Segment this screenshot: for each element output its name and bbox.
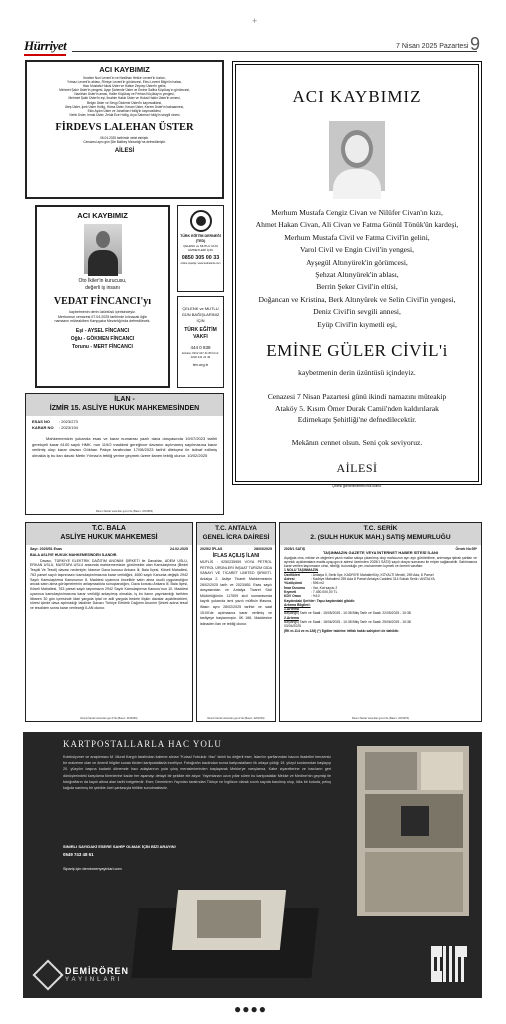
notice-court: ASLİYE HUKUK MAHKEMESİ xyxy=(60,533,158,541)
ted-phone: 0850 305 00 33 xyxy=(181,254,220,261)
line: Eyüp Civil'in kıymetli eşi, xyxy=(317,319,397,329)
value: : Kadriye Mahallesi 259 Ada 8 Parsel Antalya Caddesi 314 Sokak Serik / ANTALYA xyxy=(311,577,435,582)
relatives-lines xyxy=(236,207,478,331)
legal-notice-antalya xyxy=(196,522,276,722)
line: Merhum Mustafa Civil ve Fatma Civil'in gelini, xyxy=(284,232,430,242)
ted-site: online siparişi: www.tedcelenk.com xyxy=(180,261,221,265)
line: Belgin Üster ve Sevgi Özdemir Üster'in kayınvalidesi, xyxy=(86,100,162,105)
property-heading: 1 NOLU TAŞINMAZIN xyxy=(284,568,319,573)
death-date: 06.04.2025 tarihinde vefat etmiştir. xyxy=(100,135,149,140)
notice-date: 28/03/2025 xyxy=(254,547,272,551)
line: Yılmaz Leventʼin ablası, Filmiye Leventʼin görümcesi, Ebru Levent Bilgin'in halası, xyxy=(67,80,182,85)
label: Adresi xyxy=(284,577,295,582)
notice-header xyxy=(26,394,223,416)
legal-notice-bala xyxy=(25,522,193,722)
promo-title: KARTPOSTALLARLA HAC YOLU xyxy=(63,739,222,749)
notice-header xyxy=(280,523,481,545)
notice-intro: Aşağıda cins, miktar ve değerleri yazılı mallar satışa çıkarılmış olup mahcuzun ayrı ayrı görülebilme, artırmaya iştirak şartları ve ayrıntılı açıklamalara esatis.uyap.gov.tr adresi üzerinden 2025/1 SATIŞ sayılı dosya numarası ile erişim sağlanabilir. Satılmasına karar verilen taşınmazın cinsi, niteliği, bulunduğu yer, muhammen kıymeti ve önemli vasıfları: xyxy=(284,555,477,569)
line: Deniz Civil'in sevgili annesi, xyxy=(313,307,401,317)
legal-notice-izmir xyxy=(25,393,224,515)
ted-text: ÇELENK ve MUTLU GÜN HİZMETLERİ İÇİN xyxy=(183,244,218,252)
family-list xyxy=(37,327,168,351)
promo-cta: SINIRLI SAYIDAKİ ESERE SAHİP OLMAK İÇİN BİZİ ARAYIN! xyxy=(63,844,176,849)
notice-body: MÜFLİS : 9250235959 VOYA PETROL PETROL ÜRÜNLERİ İNŞAAT TURİZM GIDA SANAYİ VE TİCARET LİMİTED ŞİRKETİ. Antalya 2. Asliye Ticaret Mahkemesinin 28/02/2025 tarih ve 2023/851 Esas sayılı dosyasından ve Antalya Ticaret Sicil Müdürlüğünün 117509 sicil numarasında kayıtlı yukarıda ismi yazılı müflisin iflasına, iflasın aynı 28/02/2025 tarihte ve saat 15:00'de açılmasına karar verilmiş ve tasfiyeye başlanmıştır. İİK 166. Maddesine istinaden ilan ve tebliğ olunur. xyxy=(200,560,272,626)
notice-header xyxy=(26,523,192,545)
notice-footer: Resmi İlanlar www.ilan.gov.tr'de (Basın: 2196336) xyxy=(80,717,138,720)
notice-body: Davacı, TÜRKİYE ELEKTRİK DAĞITIM ANONİM ŞİRKETİ ile Davalılar, ADEM USLU, ERKAN USLU, MUSTAFA USLU arasında mahkememizde görülmekte olan Kamulaştırma (Bedel Tespiti Ve Tescil) davası nedeniyle; İdarece Dava konusu Ankara İli, Bala İlçesi, Köseli Mahallesi, 763 parsel sayılı taşınmazın kamulaştırılmasına karar verildiğini, 4650 sayılı Kanunla değişik 2942 Sayılı Kamulaştırma Kanununun 8. Maddesi uyarınca öncelikle satın alma usulü uygulandığını ancak satın alma görüşmelerinin anlaşmazlıkla sonuçlandığını, Dava konusu Ankara İli, Bala İlçesi, Köseli Mahallesi, 763 parsel sayılı taşınmazın 2942 Sayılı Kamulaştırma Kanunu'nun 10. Maddesi uyarınca kamulaştırılmasına karar verildiği anlaşılmış olmakla, iş bu ilanın yayınlandığı tarihten itibaren 30 gün içerisinde idari yargıda iptal ve adli yargıda bedele ilişkin davalar açabilecekleri, süresi içinde dava açılmadığı takdirde Davacı Türkiye Elektrik Dağıtım Anonim Şirketi adına tescil ve tescilden sonra karar verileceği İLAN olunur. xyxy=(30,558,188,610)
deceased-name: VEDAT FİNCANCI'yı xyxy=(53,296,152,307)
label: Kıymeti xyxy=(284,589,297,594)
tev-phone: 444 0 838 xyxy=(190,345,211,350)
label: Özellikleri xyxy=(284,572,301,577)
label: İmar Durumu xyxy=(284,585,306,590)
header-rule xyxy=(72,51,477,52)
line: Mehmet Şakir Üster'in yengesi, Ayşe Şahende Üster ve Emine Saliha Küçükay'ın görümcesi, xyxy=(59,88,190,93)
book-promo-ad xyxy=(23,732,482,998)
file-number: 2025/2 İFLAS xyxy=(200,547,223,551)
line: Oğlu - GÖKMEN FİNCANCI xyxy=(70,335,135,342)
file-number: 2025/1 SATIŞ xyxy=(284,547,306,551)
tev-contact: Ankara: 0312 417 41 80 İzmir: 0232 441 21 46 xyxy=(181,351,220,359)
notice-head: İLAN - xyxy=(114,396,135,403)
ad-lines xyxy=(27,76,222,117)
line: kaybetmenin derin üzüntüsü içerisindeyiz. xyxy=(69,310,136,314)
auction-2-dates: Başlangıç Tarih ve Saati : 18/06/2025 - 10:38 Bitiş Tarih ve Saati: 25/06/2025 - 10:38 xyxy=(284,620,411,625)
auction-1-label: 1.Artırma xyxy=(284,607,299,612)
ad-title: ACI KAYBIMIZ xyxy=(77,211,128,220)
deceased-name: FİRDEVS LALEHAN ÜSTER xyxy=(55,121,194,133)
book-box-image xyxy=(135,890,315,978)
tev-text: ÇELENK ve MUTLU GÜN BAĞIŞLARINIZ İÇİN xyxy=(181,306,220,323)
label: KDV Oranı xyxy=(284,594,301,599)
obituary-ad-ster xyxy=(25,60,224,199)
deceased-name: EMİNE GÜLER CİVİL'i xyxy=(266,341,448,361)
notice-footer: Resmi İlanlar www.ilan.gov.tr'de (Basın: 2201649) xyxy=(207,717,265,720)
auction-heading: Artırma Bilgileri: xyxy=(284,602,311,607)
value: : Antalya İl, Serik İlçe, KADRİYE Mahalle/Köy, KÖYALTI Mevkii, 259 Ada, 8 Parsel xyxy=(311,572,434,577)
intro: Oto İkiler'in kurucusu, değerli iş insanı xyxy=(78,278,127,291)
notice-body: Mahkememizin yukarıda esas ve karar numarası yazılı dava dosyasında 19/07/2023 tarihli gerekçeli karar 6100 sayılı HMK. nun 119/2 maddesi gereğince davanın açılmamış sayılmasına karar verilmiş olup karar davacı Gökhan Pakçe tarafından 17/08/2023 tarihli dilekçesi ile istinaf edilmiş olmakla iş bu ilan davalı Metin Yılmaz'a tebliğ yerine geçmek üzere ilanen tebliğ olunur. 10/02/2025 xyxy=(32,436,217,458)
line: Ahmet Hakan Civan, Ali Civan ve Fatma Gönül Tönük'ün kardeşi, xyxy=(255,220,459,230)
line: Nehir Üster, Irmak Üster, Zelda Ece Hollig, Arya Sabrina Hollig'in sevgili ninesi xyxy=(69,112,180,117)
family-signature: AİLESİ xyxy=(336,460,378,475)
masthead xyxy=(0,0,506,56)
crop-mark-top: + xyxy=(252,16,258,26)
promo-phone: 0549 743 48 61 xyxy=(63,852,94,857)
line: Berrin Şeker Civil'in eltísi, xyxy=(316,282,398,292)
line: Nazlıhan Üster'in anası, Halim Küçükay ve Ferhan Küçükay'ın yengesi, xyxy=(74,92,175,97)
notice-title: TAŞINMAZIN GAZETE VEYA İNTERNET HABER SİTESİ İLANI xyxy=(323,550,438,556)
line: Merhumun cenazesi 07.04.2025 tarihinde kılınacak öğle xyxy=(57,314,148,319)
form-number: Örnek No:55* xyxy=(455,547,477,551)
line: Şehzat Altınyürek'in ablası, xyxy=(315,270,399,280)
line: Torunu - MERT FİNCANCI xyxy=(72,343,133,350)
ad-title: ACI KAYBIMIZ xyxy=(99,65,150,74)
notice-city: T.C. SERİK xyxy=(363,525,398,532)
karar-row xyxy=(32,425,217,431)
line: Ataköy 5. Kısım Ömer Durak Camii'nden kaldırılarak xyxy=(275,403,439,413)
line: Merhum Mustafa Cengiz Civan ve Nilüfer Civan'ın kızı, xyxy=(271,208,443,217)
publisher-sub: YAYINLARI xyxy=(65,977,123,983)
notice-header xyxy=(197,523,275,545)
promo-body: Koleksiyoner ve araştırmacı M. Murat Kargılı tarafından kaleme alınan "Kutsal Yolculuk: Hac" isimli bu değerli eser, İslam'ın şartlarından haccın ibadetini benzersiz bir malzeme olan ve önemli bilgiler sunan türden kartpostallarla incelliyor. Fotoğrafın icadından sonra kartpostalların ilk ortaya çıktığı 19. yüzyıl sonlarından başlayıp 20. yüzyılın başına kadarki dönemde hacı adaylarının yola çıkış merasimlerinden başlayarak Mekke'ye varışlarına, Kabe ziyaretlerine ve hacıların geri dönüşlerindeki karşılama törenlerine kadar her aşamayı detaylı bir şekilde ele alıyor. Yayımlanan uzun yıllar süren bu kartpostallar Mekke ve Medine'nin geçmişi ile fotoğrafların da kaydı altına alan tarihi belgelerdir. Eser; Demirören Yayınları tarafından Türkçe ve İngilizce olarak sınırlı sayıda basılmış olup, lüks bir kutuda, peluş kağıda sarılmış bir şekilde özel çantasıyla birlikte sunulmaktadır. xyxy=(63,755,331,791)
notice-court: GENEL İCRA DAİRESİ xyxy=(202,533,270,541)
value: : 2023/194 xyxy=(59,424,78,430)
ted-ad xyxy=(177,205,224,292)
label: Yüzölçümü xyxy=(284,581,303,586)
case-number: Sayı: 2025/51 Esas xyxy=(30,547,62,551)
newspaper-logo: Hürriyet xyxy=(24,38,66,56)
burial-info: Cenazesi aynı gün Şile Balibey Mezarlığı'na defnedilmiştir. xyxy=(83,140,166,145)
bottom-dots: ●●●● xyxy=(234,1002,267,1016)
line: Ateş Üster, İpek Üster Hollig, Hüma Üster, Kenan Üster, Kerem Üster'in babaannesi, xyxy=(65,104,184,109)
notice-title: BALA ASLİYE HUKUK MAHKEMESİNDEN İLANDIR. xyxy=(30,552,118,557)
notice-footer: Resmi İlanlar www.ilan.gov.tr'de (Basın: 2201853) xyxy=(95,510,154,513)
legal-notice-serik xyxy=(279,522,482,722)
notice-date: 03/04/2025 xyxy=(284,624,301,629)
auction-1-dates: Başlangıç Tarih ve Saati : 15/05/2025 - 10:38 Bitiş Tarih ve Saati: 22/05/2025 - 10:38 xyxy=(284,611,411,616)
line: Edirnekapı Şehitliği'ne defnedilecektir. xyxy=(297,415,417,425)
property-notes: Kaydındaki Şerhler: Tapu kaydındaki gibidir. xyxy=(284,598,356,603)
value: : Var, Kat sayısı 2 xyxy=(311,585,338,590)
page-number: 9 xyxy=(470,34,481,54)
line: Eşi - AYSEL FİNCANCI xyxy=(75,327,130,334)
obituary-ad-civil xyxy=(232,61,482,488)
tev-ad xyxy=(177,296,224,388)
wish-text: Mekânın cennet olsun. Seni çok seviyoruz. xyxy=(291,437,423,447)
line: İbrahim Nuri Leventʼin ve Neslihan Helice Leventʼin kızları, xyxy=(83,76,166,80)
label: KARAR NO xyxy=(32,424,54,430)
line: Doğancan ve Kristina, Berk Altınyürek ve Selin Civil'in yengesi, xyxy=(258,294,456,304)
ted-org: TÜRK EĞİTİM DERNEĞİ (TED) xyxy=(180,234,221,243)
ad-text xyxy=(37,310,168,324)
line: Mehmet Şakir Üster'in eşi, İbrahim Hakkı Üster ve Hulusi Hakkı Üster'in annesi, xyxy=(68,96,181,101)
line: namazını müteakiben Karşıyaka Mezarlığı'nda defnedilecek. xyxy=(54,319,151,323)
value: : %10 xyxy=(311,594,320,599)
portrait-photo xyxy=(84,224,122,274)
notice-city: T.C. BALA xyxy=(92,525,126,532)
line: Ayşegül Altınyürek'in görümcesi, xyxy=(306,257,408,267)
line: Ekin Aydın Üster ve Jonathan Hollig'in kayınvalidesi, xyxy=(87,108,162,113)
qr-code-icon xyxy=(431,946,467,982)
notice-court: İZMİR 15. ASLİYE HUKUK MAHKEMESİNDEN xyxy=(49,404,200,412)
wreath-note: Çelenk gönderilmemesi rica olunur. xyxy=(332,483,382,488)
line: Varol Civil ve Engin Civil'in yengesi, xyxy=(300,245,414,255)
notice-city: T.C. ANTALYA xyxy=(215,525,257,532)
ad-title: ACI KAYBIMIZ xyxy=(292,87,422,106)
funeral-info xyxy=(236,391,478,426)
publisher-logo-icon xyxy=(32,959,63,990)
promo-site: Sipariş için demirorenyayinlari.com xyxy=(63,867,122,871)
value: : 7.450.000,00 TL xyxy=(311,589,338,594)
obituary-ad-fincanci xyxy=(35,205,170,388)
value: : 2023/273 xyxy=(59,419,78,424)
auction-2-label: 2.Artırma xyxy=(284,615,299,620)
notice-title: İFLAS AÇILIŞ İLANI xyxy=(212,552,260,559)
ted-logo-icon xyxy=(190,210,212,232)
portrait-photo xyxy=(329,121,385,191)
line: Cenazesi 7 Nisan Pazartesi günü ikindi namazını müteakip xyxy=(267,392,447,402)
legal-reference: (İİK m.114 ve m.126) (*) İlgililer tabirine irtifak hakkı sahipleri de dahildir. xyxy=(284,628,400,633)
tev-site: tev.org.tr xyxy=(192,361,209,367)
line: Hacı Mustafa Hulusi Üster ve Hatice Zeynep Üster'in gelini, xyxy=(82,84,167,89)
family-signature: AİLESİ xyxy=(114,148,135,155)
notice-footer: Resmi İlanlar www.ilan.gov.tr'de (Basın: 2201970) xyxy=(351,717,410,720)
tev-org: TÜRK EĞİTİM VAKFI xyxy=(184,327,217,340)
label: ESAS NO xyxy=(32,419,51,424)
notice-date: 24.02.2025 xyxy=(170,547,188,551)
loss-text: kaybetmenin derin üzüntüsü içindeyiz. xyxy=(298,368,416,378)
publisher-name: DEMİRÖREN xyxy=(65,966,130,976)
notice-court: 2. (SULH HUKUK MAH.) SATIŞ MEMURLUĞU xyxy=(310,533,451,541)
postcard-images xyxy=(357,746,469,916)
value: : 596 m2 xyxy=(311,581,325,586)
issue-date: 7 Nisan 2025 Pazartesi xyxy=(396,43,469,50)
